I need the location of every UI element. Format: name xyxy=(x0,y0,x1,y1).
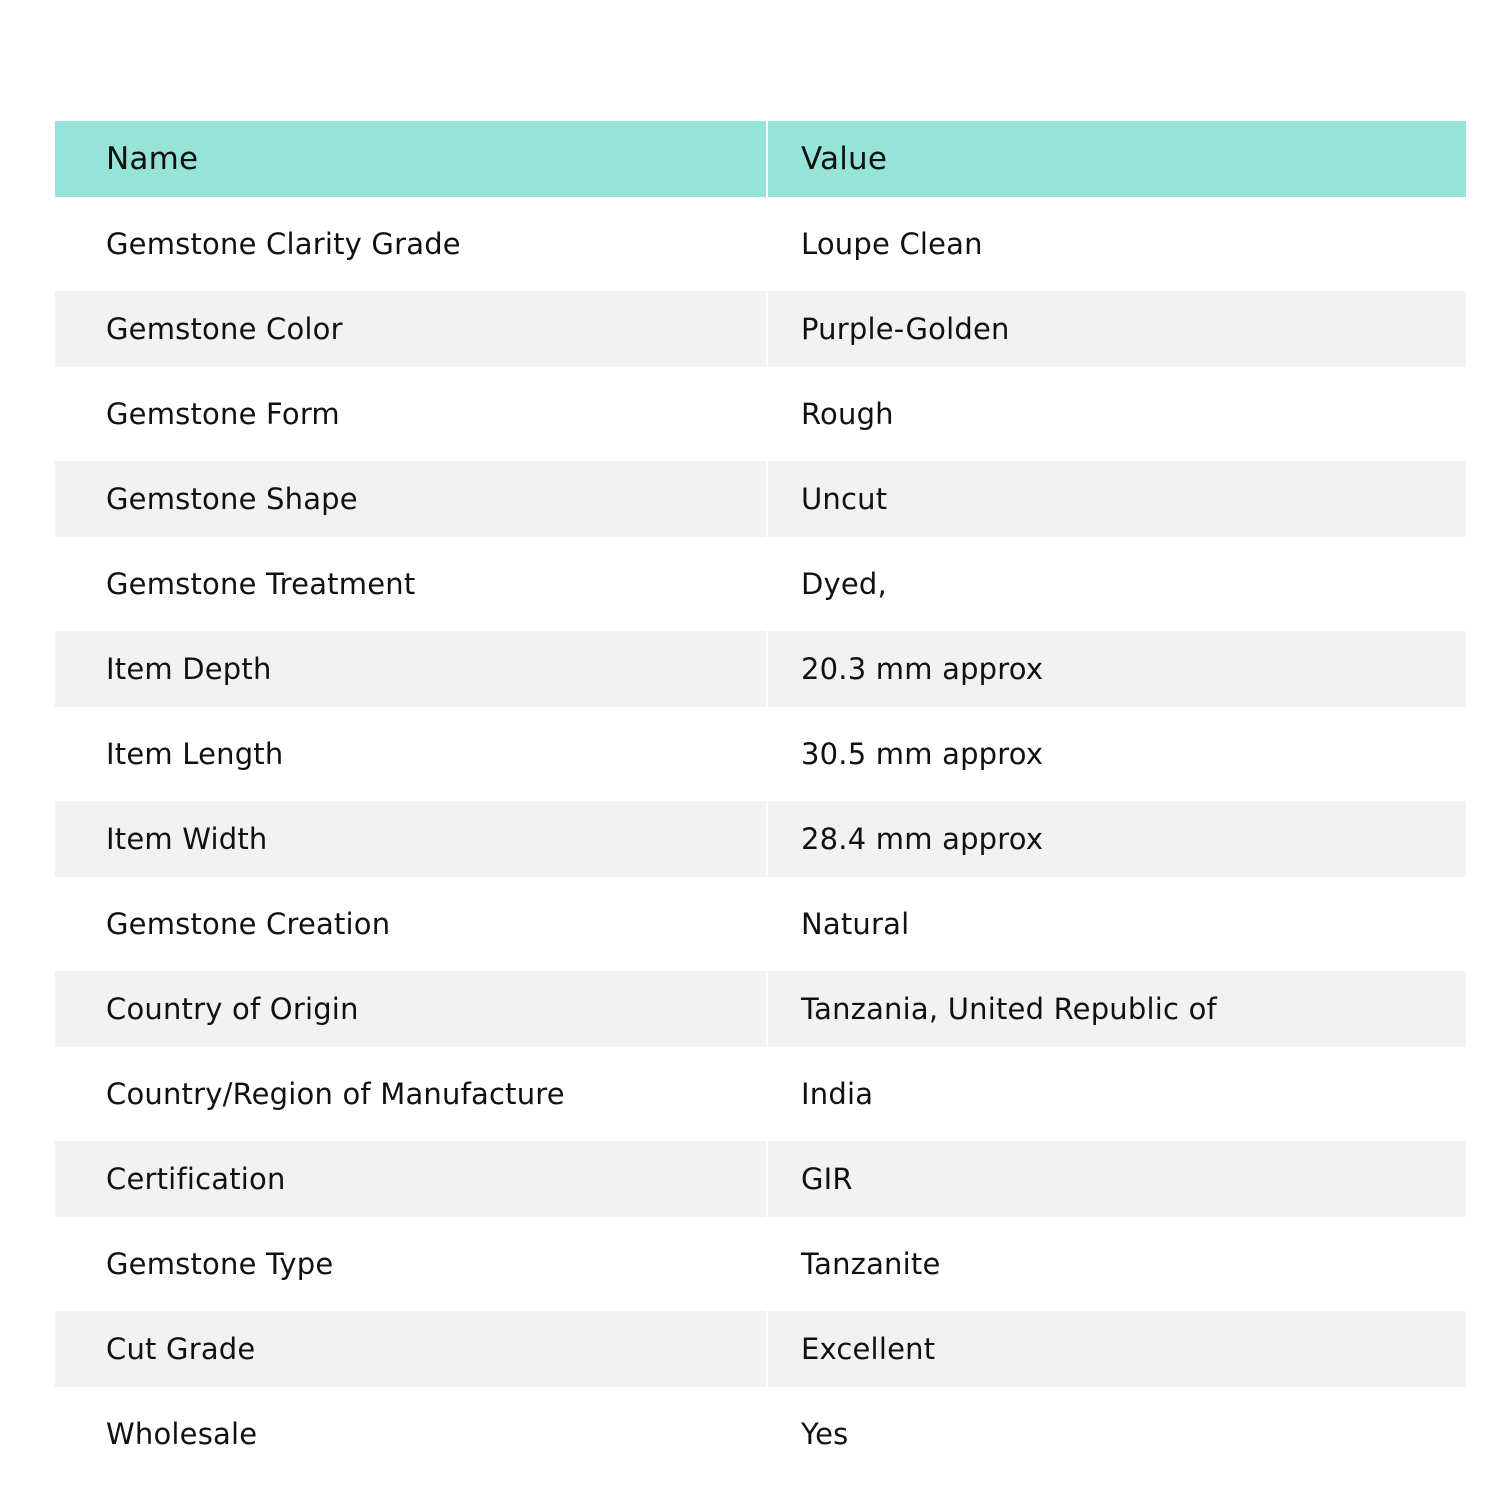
attribute-name: Country/Region of Manufacture xyxy=(106,1077,565,1111)
table-row xyxy=(55,1217,1466,1302)
attribute-value: GIR xyxy=(768,1141,1466,1217)
table-row xyxy=(55,1047,1466,1132)
table-row xyxy=(55,1387,1466,1472)
attribute-name: Gemstone Treatment xyxy=(106,567,416,601)
table-row xyxy=(55,707,1466,792)
table-row xyxy=(55,792,1466,877)
item-specifics-table xyxy=(55,121,1466,1472)
attribute-value: Purple-Golden xyxy=(768,291,1466,367)
attribute-value: Yes xyxy=(801,1417,849,1451)
attribute-name: Cut Grade xyxy=(55,1311,766,1387)
attribute-value: Loupe Clean xyxy=(801,227,983,261)
attribute-value: Excellent xyxy=(768,1311,1466,1387)
table-row xyxy=(55,367,1466,452)
attribute-value: India xyxy=(801,1077,874,1111)
attribute-value: Uncut xyxy=(768,461,1466,537)
table-row xyxy=(55,622,1466,707)
table-row xyxy=(55,1132,1466,1217)
table-row xyxy=(55,452,1466,537)
attribute-value: Tanzanite xyxy=(801,1247,941,1281)
attribute-value: Rough xyxy=(801,397,894,431)
attribute-name: Gemstone Type xyxy=(106,1247,334,1281)
table-row xyxy=(55,282,1466,367)
table-row xyxy=(55,537,1466,622)
attribute-name: Wholesale xyxy=(106,1417,258,1451)
attribute-name: Gemstone Color xyxy=(55,291,766,367)
attribute-name: Gemstone Creation xyxy=(106,907,391,941)
attribute-name: Gemstone Form xyxy=(106,397,340,431)
attribute-name: Gemstone Clarity Grade xyxy=(106,227,461,261)
attribute-name: Gemstone Shape xyxy=(55,461,766,537)
attribute-value: 28.4 mm approx xyxy=(768,801,1466,877)
name-column-header: Name xyxy=(55,121,766,197)
table-row xyxy=(55,1302,1466,1387)
table-row xyxy=(55,962,1466,1047)
attribute-value: Dyed, xyxy=(801,567,887,601)
attribute-value: 30.5 mm approx xyxy=(801,737,1044,771)
attribute-value: 20.3 mm approx xyxy=(768,631,1466,707)
table-row xyxy=(55,197,1466,282)
attribute-name: Item Width xyxy=(55,801,766,877)
attribute-value: Natural xyxy=(801,907,910,941)
attribute-name: Item Depth xyxy=(55,631,766,707)
table-header-row xyxy=(55,121,1466,197)
attribute-value: Tanzania, United Republic of xyxy=(768,971,1466,1047)
attribute-name: Certification xyxy=(55,1141,766,1217)
value-column-header: Value xyxy=(768,121,1466,197)
attribute-name: Country of Origin xyxy=(55,971,766,1047)
attribute-name: Item Length xyxy=(106,737,284,771)
table-row xyxy=(55,877,1466,962)
